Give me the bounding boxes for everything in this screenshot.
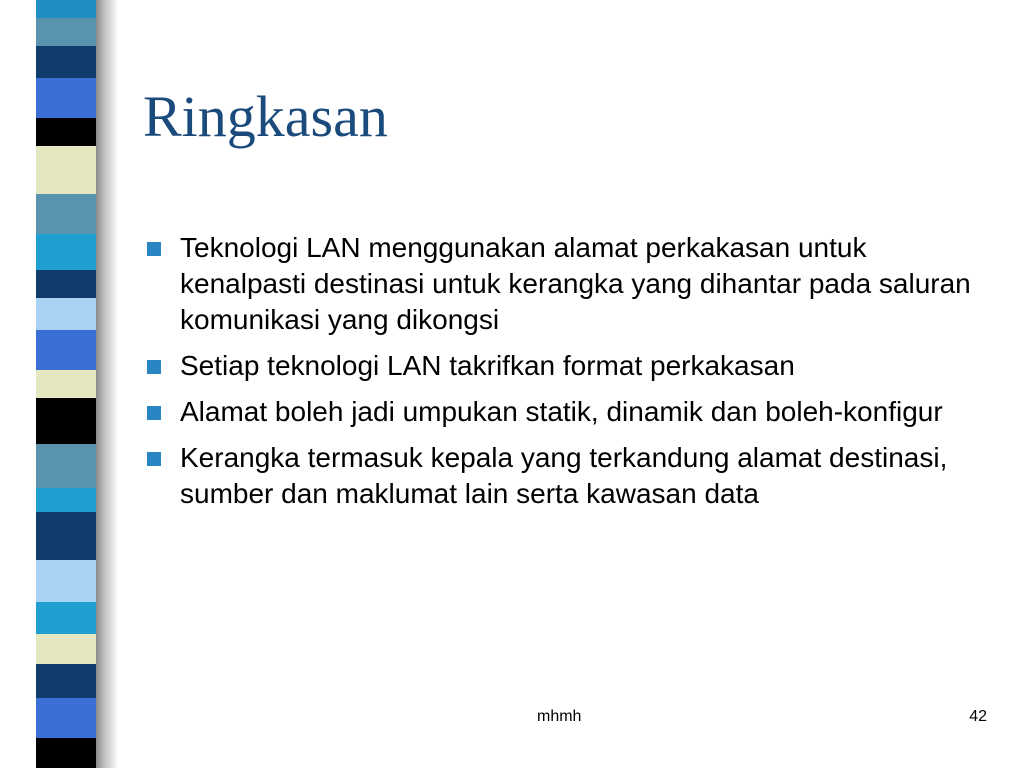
bullet-text: Teknologi LAN menggunakan alamat perkakasan untuk kenalpasti destinasi untuk kerangka yang dihantar pada saluran komunikasi yang dikongsi <box>180 232 971 335</box>
strip-block <box>36 698 96 738</box>
strip-block <box>36 488 96 512</box>
bullet-text: Setiap teknologi LAN takrifkan format perkakasan <box>180 350 795 381</box>
square-bullet-icon <box>147 452 161 466</box>
footer-text: mhmh <box>537 708 582 725</box>
strip-block <box>36 330 96 370</box>
strip-block <box>36 444 96 488</box>
strip-block <box>36 146 96 194</box>
strip-block <box>36 18 96 46</box>
decorative-color-strip <box>36 0 96 768</box>
strip-block <box>36 234 96 270</box>
strip-block <box>36 634 96 664</box>
strip-block <box>36 398 96 444</box>
decorative-strip-shadow <box>96 0 118 768</box>
page-number: 42 <box>969 708 987 725</box>
strip-block <box>36 560 96 602</box>
bullet-text: Alamat boleh jadi umpukan statik, dinamik dan boleh-konfigur <box>180 396 943 427</box>
strip-block <box>36 78 96 118</box>
square-bullet-icon <box>147 406 161 420</box>
strip-block <box>36 0 96 18</box>
strip-block <box>36 118 96 146</box>
bullet-list <box>145 230 995 522</box>
bullet-item <box>145 348 995 384</box>
strip-block <box>36 270 96 298</box>
bullet-item <box>145 440 995 512</box>
strip-block <box>36 370 96 398</box>
strip-block <box>36 512 96 560</box>
square-bullet-icon <box>147 242 161 256</box>
strip-block <box>36 298 96 330</box>
strip-block <box>36 664 96 698</box>
strip-block <box>36 602 96 634</box>
square-bullet-icon <box>147 360 161 374</box>
strip-block <box>36 46 96 78</box>
bullet-item <box>145 394 995 430</box>
strip-block <box>36 738 96 768</box>
strip-block <box>36 194 96 234</box>
bullet-item <box>145 230 995 338</box>
slide-title: Ringkasan <box>143 84 388 149</box>
bullet-text: Kerangka termasuk kepala yang terkandung alamat destinasi, sumber dan maklumat lain serta kawasan data <box>180 442 948 509</box>
